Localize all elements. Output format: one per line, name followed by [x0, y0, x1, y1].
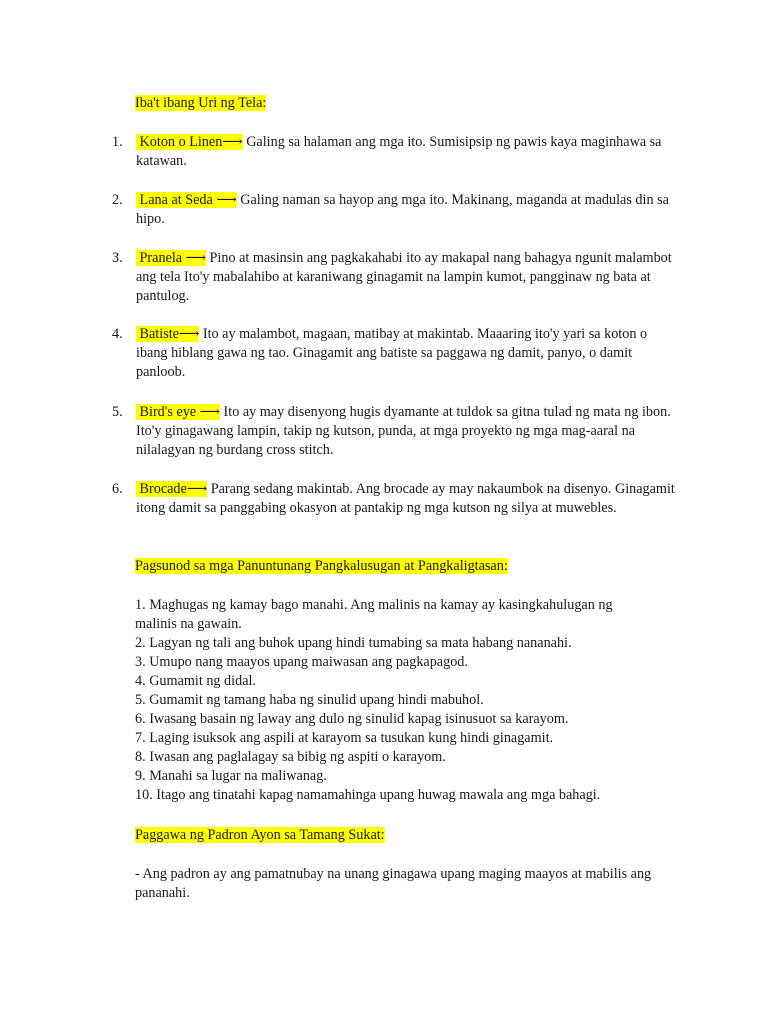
fabric-name [136, 481, 207, 497]
list-item: 1. Maghugas ng kamay bago manahi. Ang malinis na kamay ay kasingkahulugan ng [135, 597, 613, 613]
fabric-description: Pino at masinsin ang pagkakahabi ito ay makapal nang bahagya ngunit malambot ang tela Ito'y mabalahibo at karaniwang ginagamit na lampin kumot, pangginaw ng bata at pantulog. [136, 250, 672, 304]
heading-text: Iba't ibang Uri ng Tela: [135, 95, 267, 111]
list-item: 5. Gumamit ng tamang haba ng sinulid upang hindi mabuhol. [135, 692, 484, 708]
item-number: 6. [112, 481, 123, 497]
arrow-icon: ⟶ [216, 192, 237, 208]
fabric-description: Galing sa halaman ang mga ito. Sumisipsip ng pawis kaya maginhawa sa katawan. [136, 134, 662, 169]
fabric-item [112, 249, 681, 306]
arrow-icon: ⟶ [199, 404, 220, 420]
arrow-icon: ⟶ [186, 481, 208, 497]
fabric-name [136, 134, 243, 150]
heading-text: Pagsunod sa mga Panuntunang Pangkalusugan at Pangkaligtasan: [135, 558, 508, 574]
arrow-icon: ⟶ [178, 326, 200, 342]
fabric-item [112, 191, 681, 229]
fabric-label: Pranela [139, 250, 186, 266]
fabric-item [112, 403, 681, 460]
list-item: malinis na gawain. [135, 616, 242, 632]
fabric-label: Koton o Linen [139, 134, 223, 150]
fabric-name [136, 250, 206, 266]
fabric-name [136, 192, 237, 208]
fabric-description: Ito ay malambot, magaan, matibay at makintab. Maaaring ito'y yari sa koton o ibang hiblang gawa ng tao. Ginagamit ang batiste sa paggawa ng damit, panyo, o damit panloob. [136, 326, 648, 380]
list-item: 4. Gumamit ng didal. [135, 673, 256, 689]
list-item: 7. Laging isuksok ang aspili at karayom sa tusukan kung hindi ginagamit. [135, 730, 554, 746]
arrow-icon: ⟶ [222, 134, 243, 150]
safety-rules-list [135, 596, 675, 805]
fabric-label: Lana at Seda [139, 192, 217, 208]
fabric-description: Parang sedang makintab. Ang brocade ay may nakaumbok na disenyo. Ginagamit itong damit sa panggabing okasyon at pantakip ng mga kutson ng silya at muwebles. [136, 481, 675, 516]
item-number: 2. [112, 192, 123, 208]
heading-text: Paggawa ng Padron Ayon sa Tamang Sukat: [135, 827, 385, 843]
section-heading-tela [135, 94, 266, 113]
fabric-item [112, 133, 681, 171]
list-item: 6. Iwasang basain ng laway ang dulo ng sinulid kapag isinusuot sa karayom. [135, 711, 569, 727]
item-number: 1. [112, 134, 123, 150]
fabric-item [112, 480, 681, 518]
fabric-label: Batiste [139, 326, 179, 342]
list-item: 8. Iwasan ang paglalagay sa bibig ng aspiti o karayom. [135, 749, 446, 765]
fabric-label: Bird's eye [139, 404, 200, 420]
list-item: 10. Itago ang tinatahi kapag namamahinga upang huwag mawala ang mga bahagi. [135, 787, 601, 803]
fabric-item [112, 325, 681, 382]
fabric-description: Galing naman sa hayop ang mga ito. Makinang, maganda at madulas din sa hipo. [136, 192, 669, 227]
list-item: 9. Manahi sa lugar na maliwanag. [135, 768, 327, 784]
section-heading-safety [135, 557, 508, 576]
item-number: 4. [112, 326, 123, 342]
list-item: 2. Lagyan ng tali ang buhok upang hindi tumabing sa mata habang nananahi. [135, 635, 572, 651]
item-number: 3. [112, 250, 123, 266]
arrow-icon: ⟶ [185, 250, 206, 266]
fabric-label: Brocade [139, 481, 187, 497]
list-item: 3. Umupo nang maayos upang maiwasan ang pagkapagod. [135, 654, 468, 670]
section-heading-padron [135, 826, 385, 845]
fabric-description: Ito ay may disenyong hugis dyamante at tuldok sa gitna tulad ng mata ng ibon. Ito'y ginagawang lampin, takip ng kutson, punda, at mga proyekto ng mga mag-aaral na nilalagyan ng burdang cross stitch. [136, 404, 671, 458]
fabric-name [136, 404, 220, 420]
fabric-name [136, 326, 199, 342]
padron-paragraph: - Ang padron ay ang pamatnubay na unang ginagawa upang maging maayos at mabilis ang pananahi. [135, 866, 652, 901]
item-number: 5. [112, 404, 123, 420]
